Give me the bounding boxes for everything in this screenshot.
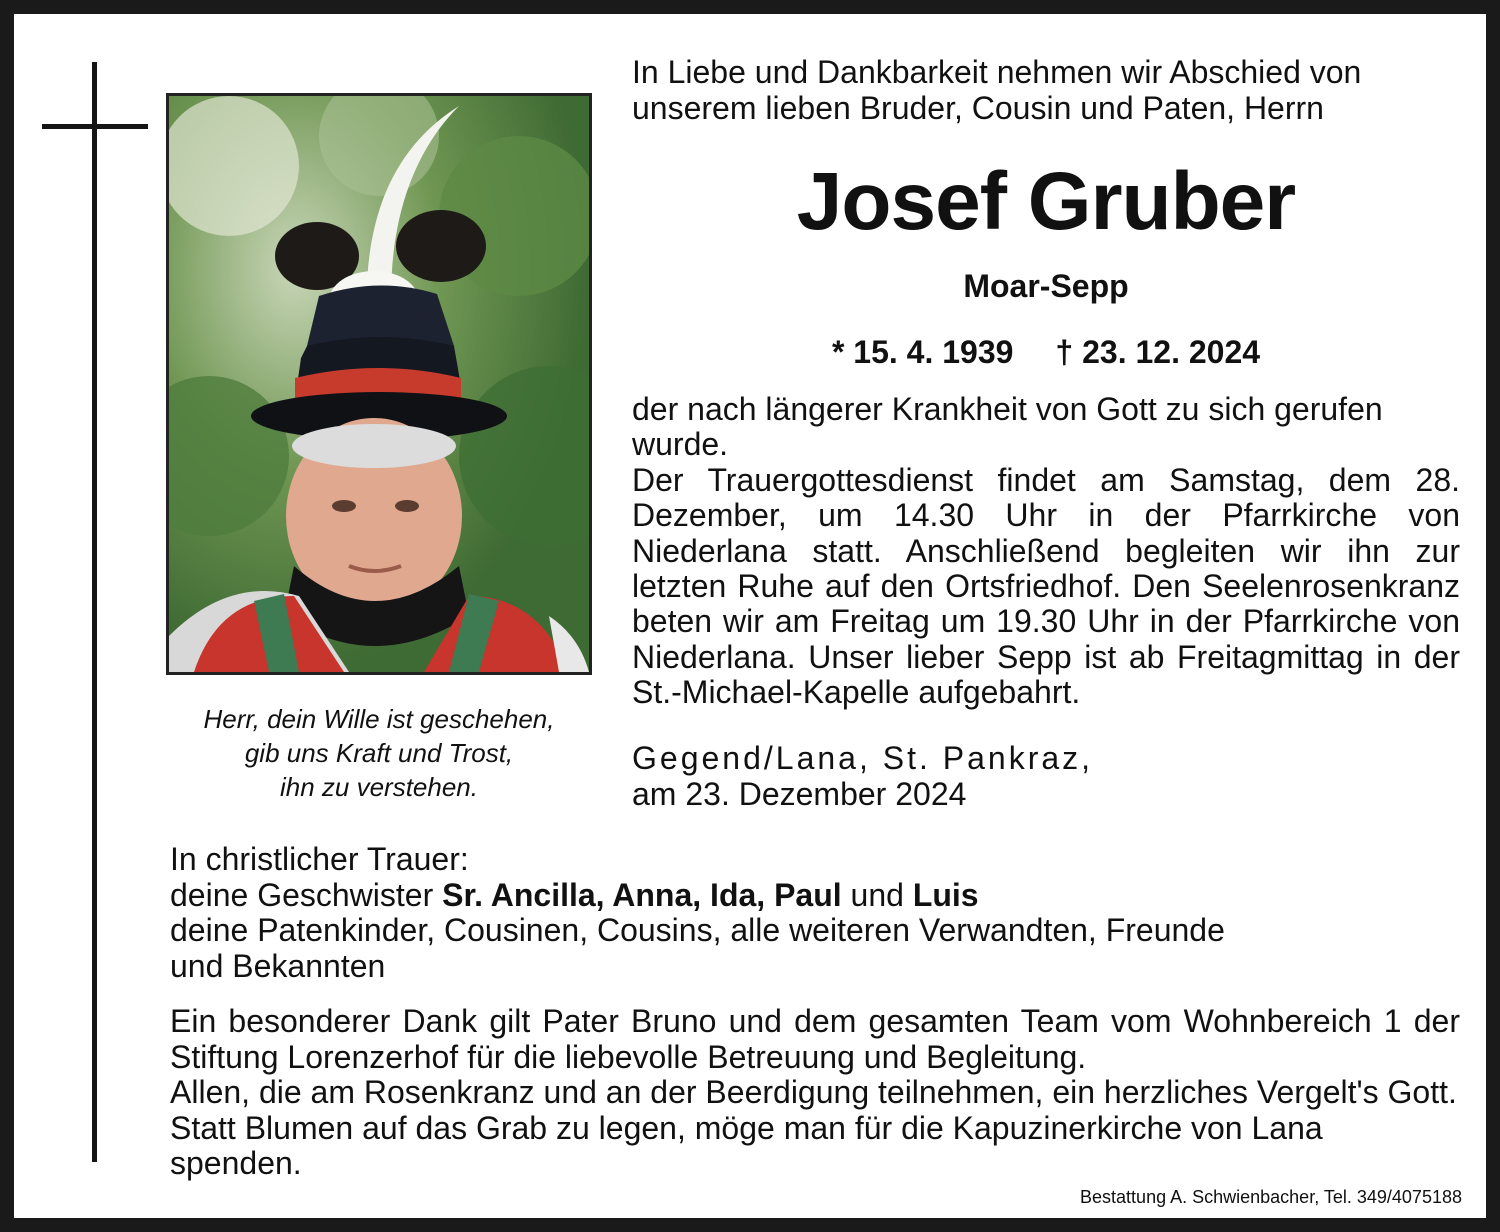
mourners-heading: In christlicher Trauer: — [170, 841, 469, 877]
siblings-and: und — [850, 876, 904, 913]
relatives-line: deine Patenkinder, Cousinen, Cousins, alle weiteren Verwandten, Freunde — [170, 912, 1225, 948]
bible-verse — [154, 702, 604, 804]
relatives-line: und Bekannten — [170, 947, 386, 984]
siblings-names: Sr. Ancilla, Anna, Ida, Paul — [442, 876, 842, 913]
intro-line: In Liebe und Dankbarkeit nehmen wir Abschied von — [632, 54, 1362, 90]
funeral-service-details: Der Trauergottesdienst findet am Samstag, dem 28. Dezember, um 14.30 Uhr in der Pfarrkirche von Niederlana statt. Anschließend begleiten wir ihn zur letzten Ruhe auf den Ortsfriedhof. Den Seelenrosenkranz beten wir am Freitag um 19.30 Uhr in der Pfarrkirche von Niederlana. Unser lieber Sepp ist ab Freitagmittag in der St.-Michael-Kapelle aufgebahrt. — [632, 461, 1460, 711]
announcement-lead: der nach längerer Krankheit von Gott zu sich gerufen wurde. — [632, 391, 1383, 463]
deceased-name: Josef Gruber — [796, 156, 1296, 247]
siblings-last: Luis — [912, 876, 979, 913]
verse-line: gib uns Kraft und Trost, — [244, 738, 514, 768]
intro-line: unserem lieben Bruder, Cousin und Paten, Herrn — [632, 90, 1324, 126]
thanks-paragraph: Ein besonderer Dank gilt Pater Bruno und dem gesamten Team vom Wohnbereich 1 der Stiftung Lorenzerhof für die liebevolle Betreuung und Begleitung. — [170, 1003, 1460, 1075]
life-dates — [632, 332, 1460, 372]
place-and-date — [632, 740, 1460, 812]
portrait-illustration — [169, 96, 589, 672]
notice-date: am 23. Dezember 2024 — [632, 776, 967, 812]
intro-text — [632, 54, 1460, 126]
death-date: † 23. 12. 2024 — [1055, 334, 1261, 370]
mourners-list — [170, 842, 1460, 984]
siblings-prefix: deine Geschwister — [170, 876, 434, 913]
siblings-line — [170, 878, 1460, 914]
deceased-nickname: Moar-Sepp — [963, 268, 1129, 304]
portrait-photo — [166, 93, 592, 675]
undertaker-contact: Bestattung A. Schwienbacher, Tel. 349/4075188 — [1080, 1187, 1462, 1207]
location: Gegend/Lana, St. Pankraz, — [632, 740, 1094, 776]
thanks-section — [170, 1004, 1460, 1182]
donation-paragraph: Allen, die am Rosenkranz und an der Beerdigung teilnehmen, ein herzliches Vergelt's Gott. Statt Blumen auf das Grab zu legen, möge man für die Kapuzinerkirche von Lana spenden. — [170, 1074, 1457, 1181]
verse-line: ihn zu verstehen. — [279, 772, 478, 802]
announcement-body — [632, 392, 1460, 711]
birth-date: * 15. 4. 1939 — [831, 334, 1014, 370]
verse-line: Herr, dein Wille ist geschehen, — [203, 704, 555, 734]
